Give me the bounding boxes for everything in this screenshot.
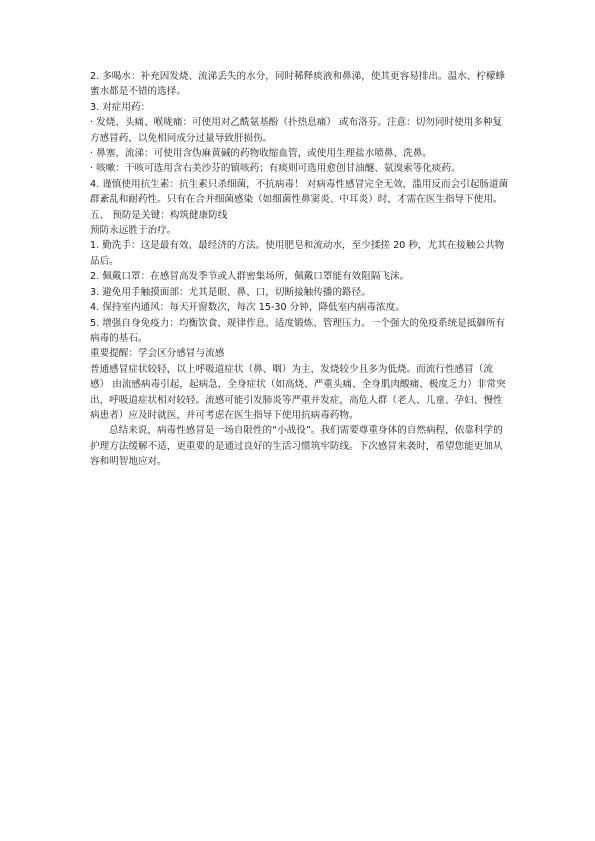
bullet-fever-headache: · 发烧、头痛、喉咙痛：可使用对乙酰氨基酚（扑热息痛） 或布洛芬。注意：切勿同时使用多种复方感冒药，以免相同成分过量导致肝损伤。 bbox=[90, 117, 503, 144]
bullet-nasal-congestion: · 鼻塞、流涕：可使用含伪麻黄碱的药物收缩血管，或使用生理盐水喷鼻、洗鼻。 bbox=[90, 148, 432, 160]
document-body bbox=[90, 69, 510, 470]
list-item-avoid-touching-face: 3. 避免用手触摸面部：尤其是眼、鼻、口，切断接触传播的路径。 bbox=[90, 286, 371, 298]
conclusion-paragraph: 总结来说，病毒性感冒是一场自限性的“小战役”。我们需要尊重身体的自然病程，依靠科学的护理方法缓解不适，更重要的是通过良好的生活习惯筑牢防线。下次感冒来袭时，希望您能更加从容和明智地应对。 bbox=[90, 425, 503, 468]
bullet-cough: · 咳嗽：干咳可选用含右美沙芬的镇咳药；有痰则可选用愈创甘油醚、氨溴索等化痰药。 bbox=[90, 163, 461, 175]
list-item-symptomatic-medication: 3. 对症用药： bbox=[90, 101, 151, 113]
list-item-wash-hands: 1. 勤洗手：这是最有效、最经济的方法。使用肥皂和流动水，至少揉搓 20 秒，尤其在接触公共物品后。 bbox=[90, 240, 505, 267]
section-heading-prevention: 五、 预防是关键：构筑健康防线 bbox=[90, 209, 228, 221]
prevention-intro: 预防永远胜于治疗。 bbox=[90, 225, 177, 237]
list-item-antibiotics: 4. 谨慎使用抗生素：抗生素只杀细菌，不抗病毒！ 对病毒性感冒完全无效，滥用反而会引起肠道菌群紊乱和耐药性。只有在合并细菌感染（如细菌性鼻窦炎、中耳炎）时，才需在医生指导下使用。 bbox=[90, 178, 509, 206]
list-item-wear-mask: 2. 佩戴口罩：在感冒高发季节或人群密集场所，佩戴口罩能有效阻隔飞沫。 bbox=[90, 271, 410, 283]
reminder-heading: 重要提醒：学会区分感冒与流感 bbox=[90, 348, 225, 360]
list-item-drink-water: 2. 多喝水：补充因发烧、流涕丢失的水分，同时稀释痰液和鼻涕，使其更容易排出。温水、柠檬蜂蜜水都是不错的选择。 bbox=[90, 71, 506, 98]
list-item-immunity: 5. 增强自身免疫力：均衡饮食、规律作息、适度锻炼、管理压力。一个强大的免疫系统是抵御所有病毒的基石。 bbox=[90, 317, 506, 344]
cold-vs-flu-paragraph: 普通感冒症状较轻，以上呼吸道症状（鼻、咽）为主，发烧较少且多为低烧。而流行性感冒（流感） 由流感病毒引起，起病急，全身症状（如高烧、严重头痛、全身肌肉酸痛、极度乏力）非常突出，呼吸道症状相对较轻。流感可能引发肺炎等严重并发症，高危人群（老人、儿童、孕妇、慢性病患者）应及时就医，并可考虑在医生指导下使用抗病毒药物。 bbox=[90, 363, 506, 421]
list-item-ventilation: 4. 保持室内通风：每天开窗数次，每次 15-30 分钟，降低室内病毒浓度。 bbox=[90, 302, 405, 314]
